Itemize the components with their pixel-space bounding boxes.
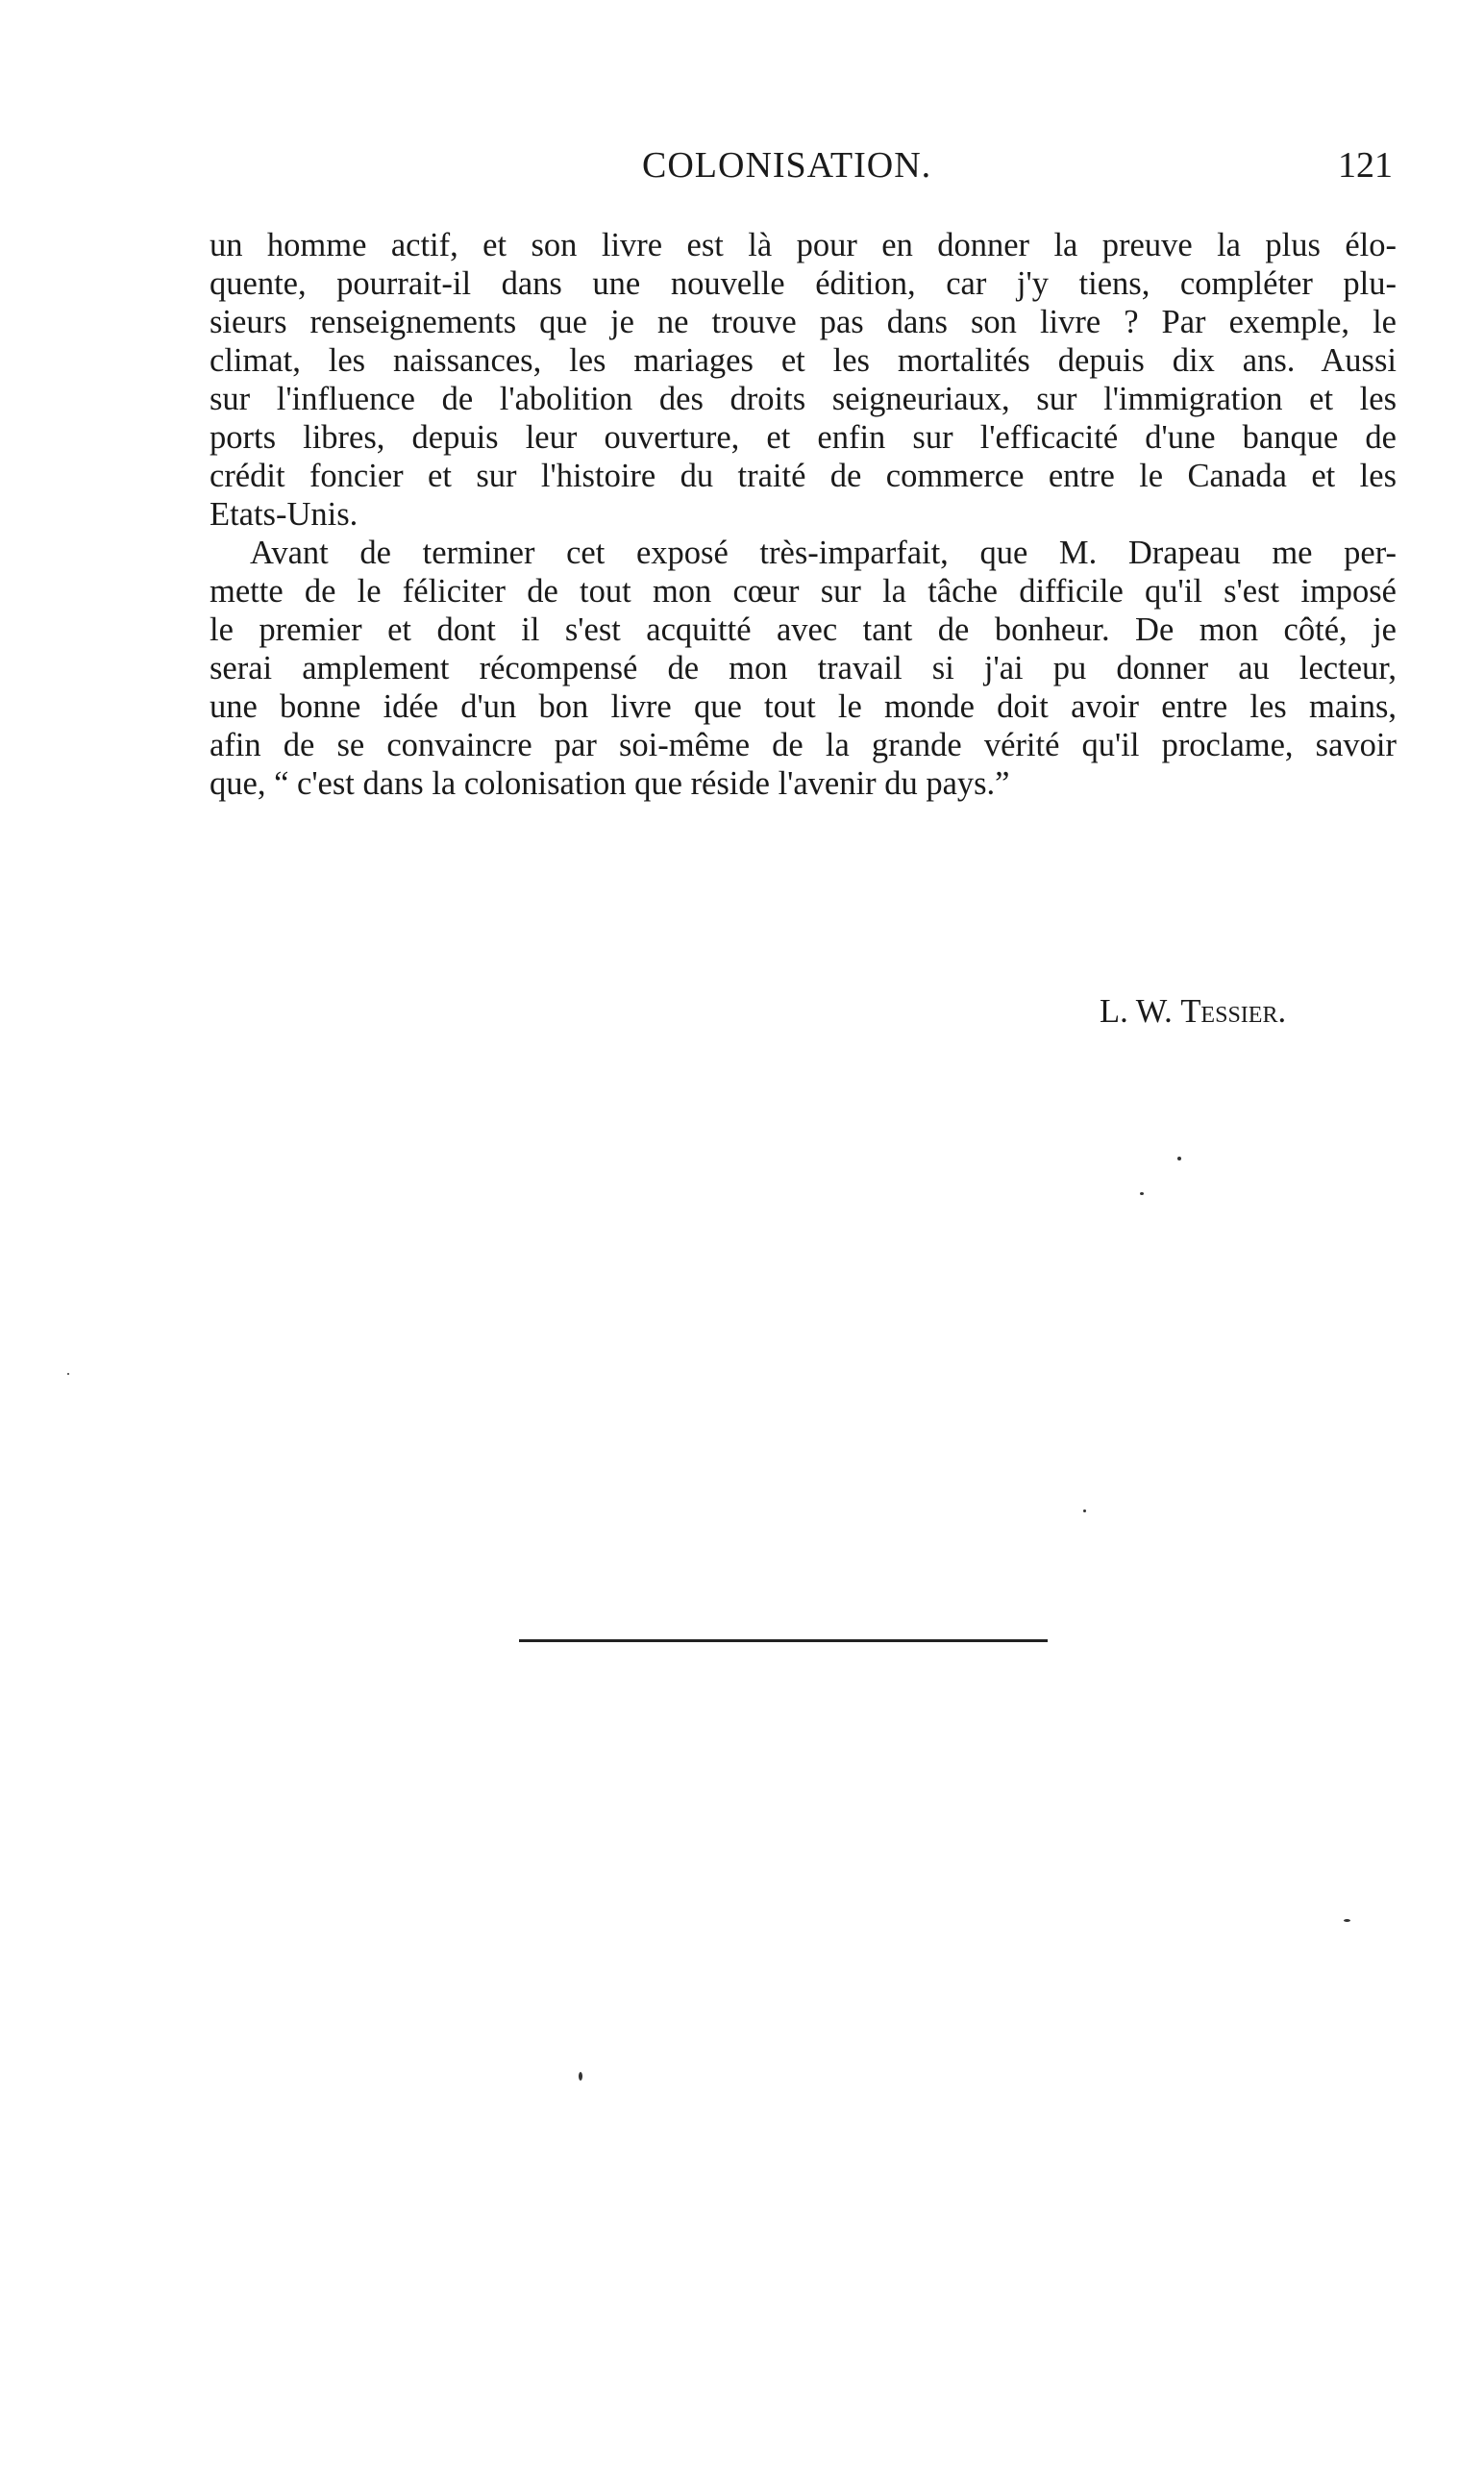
paragraph-1	[210, 226, 1397, 534]
text-line: quente, pourrait-il dans une nouvelle édition, car j'y tiens, compléter plu-	[210, 265, 1397, 302]
scan-speck	[1083, 1509, 1086, 1512]
scan-speck	[67, 1373, 69, 1375]
text-line: serai amplement récompensé de mon travail si j'ai pu donner au lecteur,	[210, 650, 1397, 686]
running-title: COLONISATION.	[642, 145, 932, 186]
signature-surname: Tessier.	[1180, 993, 1287, 1030]
paragraph-2	[210, 534, 1397, 803]
text-line: afin de se convaincre par soi-même de la grande vérité qu'il proclame, savoir	[210, 727, 1397, 763]
text-line: que, “ c'est dans la colonisation que réside l'avenir du pays.”	[210, 765, 1010, 802]
text-line: crédit foncier et sur l'histoire du traité de commerce entre le Canada et les	[210, 458, 1397, 494]
running-head	[0, 144, 1484, 202]
scan-speck	[1177, 1157, 1181, 1160]
text-line: mette de le féliciter de tout mon cœur sur la tâche difficile qu'il s'est imposé	[210, 573, 1397, 610]
scan-speck	[579, 2072, 582, 2081]
body-text	[210, 226, 1397, 803]
text-line: Avant de terminer cet exposé très-imparfait, que M. Drapeau me per-	[250, 535, 1397, 571]
signature-initials: L. W.	[1100, 993, 1181, 1030]
text-line: climat, les naissances, les mariages et les mortalités depuis dix ans. Aussi	[210, 342, 1397, 379]
text-line: un homme actif, et son livre est là pour en donner la preuve la plus élo-	[210, 227, 1397, 263]
text-line: une bonne idée d'un bon livre que tout le monde doit avoir entre les mains,	[210, 688, 1397, 725]
page-number: 121	[1338, 145, 1393, 186]
text-line: sur l'influence de l'abolition des droits seigneuriaux, sur l'immigration et les	[210, 381, 1397, 417]
text-line: ports libres, depuis leur ouverture, et enfin sur l'efficacité d'une banque de	[210, 419, 1397, 456]
signature	[1100, 993, 1286, 1031]
text-line: sieurs renseignements que je ne trouve pas dans son livre ? Par exemple, le	[210, 304, 1397, 340]
scan-speck	[1140, 1192, 1144, 1195]
section-divider-rule	[519, 1639, 1048, 1642]
text-line: Etats-Unis.	[210, 496, 359, 533]
text-line: le premier et dont il s'est acquitté avec tant de bonheur. De mon côté, je	[210, 611, 1397, 648]
scan-speck	[1344, 1919, 1350, 1922]
